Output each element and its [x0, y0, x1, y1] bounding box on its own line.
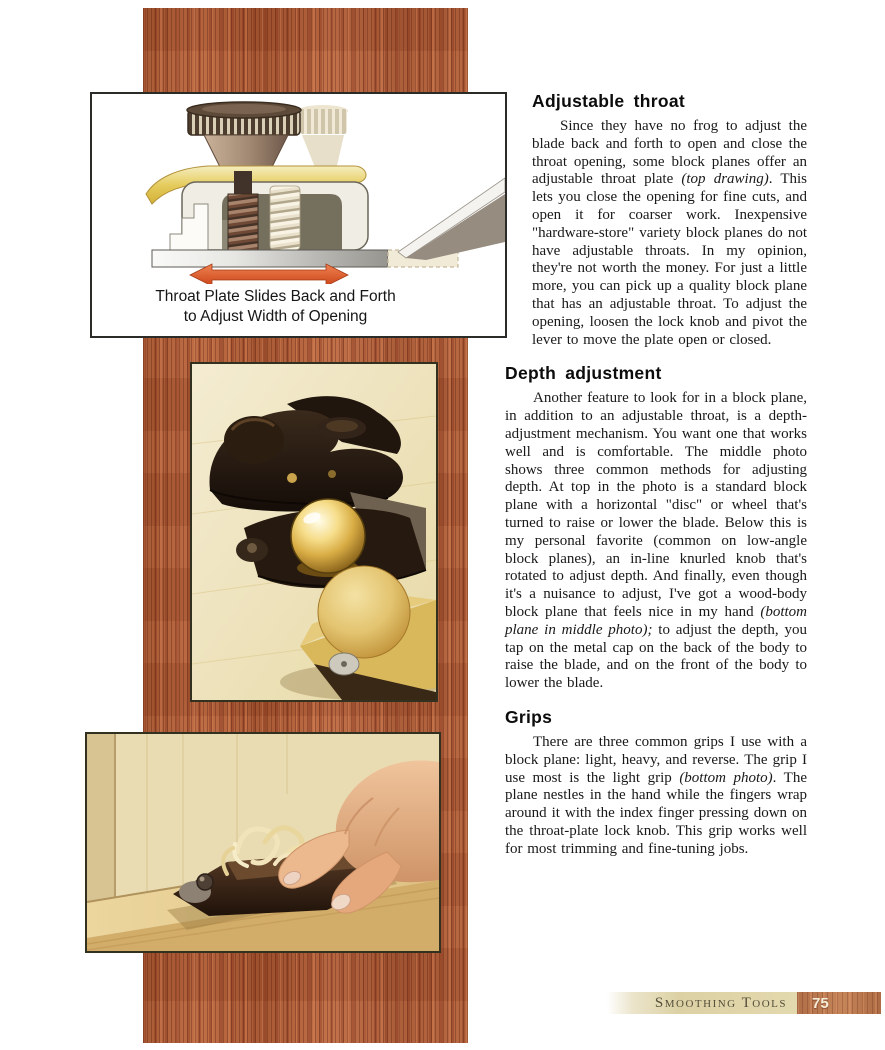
throat-plate-illustration [92, 94, 505, 284]
middle-photo-block-planes [190, 362, 438, 702]
paragraph-text: . The plane nestles in the hand while the fingers wrap around it with the index finger pressing down on the throat-plate lock knob. This grip works well for most trimming and fine-tuning jobs. [505, 769, 807, 857]
wood-knob [318, 566, 410, 658]
paragraph-text: Another feature to look for in a block plane, in addition to an adjustable throat, is a depth-adjustment mechanism. You want one that works well and is comfortable. The middle photo shows three common methods for adjusting depth. At top in the photo is a standard block plane with a horizontal "disc" or wheel that's turned to raise or lower the blade. Below this is my personal favorite (common on low-angle block planes), an in-line knurled knob that's rotated to adjust depth. And finally, even though it's a nuisance to adjust, I've got a wood-body block plane that feels nice in my hand [505, 390, 807, 620]
plane-blade [398, 178, 505, 260]
paragraph-text: There are three common grips I use with a block plane: light, heavy, and reverse. The grip I use most is the light grip [505, 733, 807, 786]
diagram-caption [92, 287, 505, 326]
italic-figure-reference: (top drawing) [681, 171, 769, 188]
section-grips [505, 708, 807, 859]
heading-grips: Grips [505, 706, 553, 727]
diagram-caption-line1: Throat Plate Slides Back and Forth [155, 288, 396, 305]
paragraph-grips [505, 734, 807, 859]
page-footer [607, 992, 881, 1014]
block-planes-photo-art [192, 364, 436, 700]
diagram-caption-line2: to Adjust Width of Opening [183, 307, 368, 325]
brass-knurled-knob [291, 499, 365, 573]
paragraph-depth-adjustment [505, 390, 807, 693]
bottom-photo-light-grip [85, 732, 441, 953]
heading-depth-adjustment: Depth adjustment [505, 363, 662, 384]
italic-figure-reference: (bottom plane in middle photo); [505, 603, 807, 638]
page-number: 75 [797, 992, 881, 1014]
lock-knob [187, 102, 301, 171]
adjustment-screw-ghost [270, 186, 300, 250]
ghost-lock-knob [298, 105, 348, 170]
throat-plate-diagram [90, 92, 507, 338]
heading-adjustable-throat: Adjustable throat [532, 91, 685, 111]
paragraph-adjustable-throat [532, 118, 807, 349]
light-grip-photo-art [87, 734, 439, 951]
chapter-section-label: Smoothing Tools [607, 992, 797, 1014]
paragraph-text: to adjust the depth, you tap on the metal cap on the back of the body to raise the blade, and on the front of the body to lower the blade. [505, 621, 807, 692]
paragraph-text: . This lets you close the opening for fine cuts, and open it for coarser work. Inexpensive "hardware-store" variety block planes do not have adjustable throats. In my opinion, they're not worth the money. For just a little more, you can pick up a quality block plane that has an adjustable throat. To adjust the opening, loosen the lock knob and pivot the lever to move the plate open or closed. [532, 171, 807, 348]
section-depth-adjustment [505, 364, 807, 693]
article-column [505, 92, 807, 858]
section-adjustable-throat [505, 92, 807, 349]
throat-plate-lock-knob [197, 874, 213, 890]
paragraph-text: Since they have no frog to adjust the blade back and forth to open and close the throat opening, some block planes offer an adjustable throat plate [532, 118, 807, 188]
throat-plate [152, 250, 388, 267]
italic-figure-reference: (bottom photo) [679, 769, 773, 786]
